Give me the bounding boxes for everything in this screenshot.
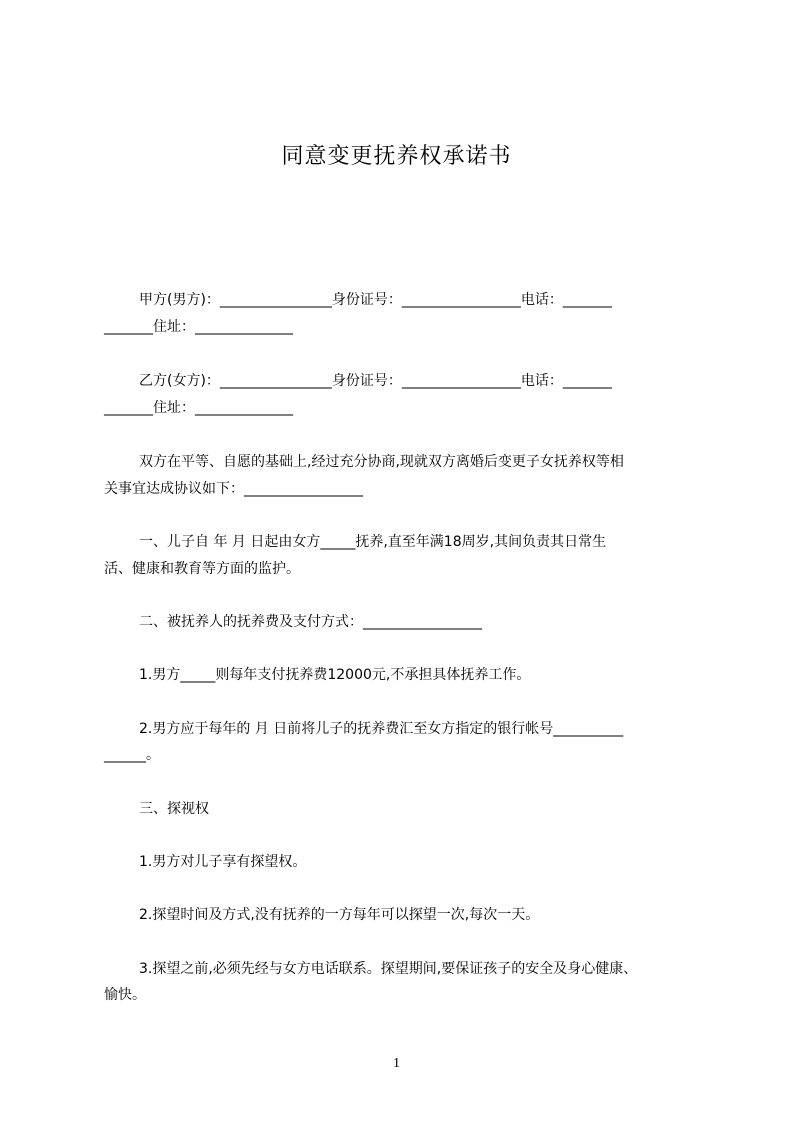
- section-2-item-2-line-2: ______。: [104, 747, 160, 763]
- party-b-line-1: 乙方(女方)：________________身份证号：_________________电话：_______: [139, 373, 612, 389]
- section-3-item-3-line-1: 3.探望之前,必须先经与女方电话联系。探望期间,要保证孩子的安全及身心健康、: [139, 961, 638, 977]
- section-3-item-2: 2.探望时间及方式,没有抚养的一方每年可以探望一次,每次一天。: [139, 907, 540, 923]
- party-b-line-2: _______住址：______________: [104, 400, 293, 416]
- page-number: 1: [393, 1056, 400, 1071]
- intro-line-2: 关事宜达成协议如下：_________________: [104, 481, 363, 497]
- section-3-item-1: 1.男方对儿子享有探望权。: [139, 854, 307, 870]
- section-3-heading: 三、探视权: [139, 801, 209, 817]
- section-3-item-3-line-2: 愉快。: [104, 987, 146, 1003]
- section-2-item-1: 1.男方_____则每年支付抚养费12000元,不承担具体抚养工作。: [139, 667, 531, 683]
- section-1-line-1: 一、儿子自 年 月 日起由女方_____抚养,直至年满18周岁,其间负责其日常生: [139, 534, 607, 550]
- section-1-line-2: 活、健康和教育等方面的监护。: [104, 561, 300, 577]
- party-a-line-1: 甲方(男方)：________________身份证号：_________________电话：_______: [139, 292, 612, 308]
- intro-line-1: 双方在平等、自愿的基础上,经过充分协商,现就双方离婚后变更子女抚养权等相: [139, 454, 624, 470]
- section-2-heading: 二、被抚养人的抚养费及支付方式：_________________: [139, 614, 482, 630]
- section-2-item-2-line-1: 2.男方应于每年的 月 日前将儿子的抚养费汇至女方指定的银行帐号__________: [139, 721, 624, 737]
- document-title: 同意变更抚养权承诺书: [281, 144, 512, 169]
- party-a-line-2: _______住址：______________: [104, 319, 293, 335]
